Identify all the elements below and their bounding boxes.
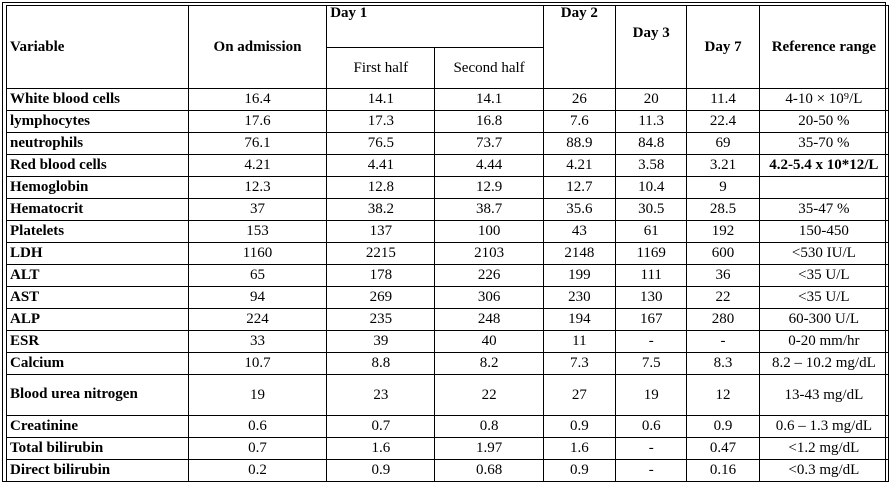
on-admission-value: 33	[188, 331, 326, 353]
day-7-value: 0.47	[687, 438, 759, 460]
on-admission-value: 17.6	[188, 111, 326, 133]
day-7-value: 192	[687, 221, 759, 243]
header-reference-range: Reference range	[759, 6, 888, 89]
day-2-value: 7.3	[543, 353, 615, 375]
on-admission-value: 0.7	[188, 438, 326, 460]
day-1-second-half-value: 8.2	[435, 353, 543, 375]
on-admission-value: 65	[188, 265, 326, 287]
variable-cell: neutrophils	[7, 133, 189, 155]
day-7-value: 280	[687, 309, 759, 331]
day-3-value: 19	[616, 375, 687, 416]
variable-cell: Hemoglobin	[7, 177, 189, 199]
reference-range-value: 35-47 %	[759, 199, 888, 221]
day-1-second-half-value: 38.7	[435, 199, 543, 221]
table-row	[7, 177, 889, 199]
on-admission-value: 19	[188, 375, 326, 416]
variable-cell: AST	[7, 287, 189, 309]
day-2-value: 1.6	[543, 438, 615, 460]
day-7-value: 3.21	[687, 155, 759, 177]
variable-cell: White blood cells	[7, 89, 189, 111]
table-row	[7, 133, 889, 155]
day-1-second-half-value: 14.1	[435, 89, 543, 111]
on-admission-value: 76.1	[188, 133, 326, 155]
table-row	[7, 460, 889, 482]
day-1-second-half-value: 16.8	[435, 111, 543, 133]
on-admission-value: 37	[188, 199, 326, 221]
variable-cell: Hematocrit	[7, 199, 189, 221]
header-variable: Variable	[7, 6, 189, 89]
day-1-second-half-value: 1.97	[435, 438, 543, 460]
day-3-value: 10.4	[616, 177, 687, 199]
table-row	[7, 111, 889, 133]
on-admission-value: 16.4	[188, 89, 326, 111]
day-7-value: 28.5	[687, 199, 759, 221]
table-row	[7, 243, 889, 265]
day-2-value: 7.6	[543, 111, 615, 133]
table-row	[7, 416, 889, 438]
table-row	[7, 331, 889, 353]
day-3-value: -	[616, 438, 687, 460]
table-row	[7, 309, 889, 331]
reference-range-value: 13-43 mg/dL	[759, 375, 888, 416]
header-day-1-second-half: Second half	[435, 48, 543, 89]
day-3-value: 130	[616, 287, 687, 309]
variable-cell: ESR	[7, 331, 189, 353]
day-7-value: 8.3	[687, 353, 759, 375]
header-day-7: Day 7	[687, 6, 759, 89]
reference-range-value: <35 U/L	[759, 287, 888, 309]
header-day-2: Day 2	[543, 6, 615, 89]
day-7-value: 36	[687, 265, 759, 287]
variable-cell: ALP	[7, 309, 189, 331]
reference-range-value	[759, 177, 888, 199]
day-3-value: 11.3	[616, 111, 687, 133]
day-1-first-half-value: 39	[327, 331, 435, 353]
variable-cell: Creatinine	[7, 416, 189, 438]
reference-range-value: 60-300 U/L	[759, 309, 888, 331]
reference-range-value: 150-450	[759, 221, 888, 243]
header-day-1: Day 1	[327, 6, 543, 48]
day-7-value: 600	[687, 243, 759, 265]
day-3-value: 30.5	[616, 199, 687, 221]
day-7-value: 9	[687, 177, 759, 199]
table-row	[7, 375, 889, 416]
variable-cell: ALT	[7, 265, 189, 287]
on-admission-value: 224	[188, 309, 326, 331]
day-1-second-half-value: 4.44	[435, 155, 543, 177]
table-row	[7, 199, 889, 221]
on-admission-value: 0.2	[188, 460, 326, 482]
table-row	[7, 221, 889, 243]
day-3-value: 61	[616, 221, 687, 243]
day-1-first-half-value: 269	[327, 287, 435, 309]
day-7-value: 22	[687, 287, 759, 309]
table-row	[7, 89, 889, 111]
day-7-value: 69	[687, 133, 759, 155]
day-2-value: 194	[543, 309, 615, 331]
day-1-first-half-value: 12.8	[327, 177, 435, 199]
day-1-first-half-value: 235	[327, 309, 435, 331]
day-1-first-half-value: 76.5	[327, 133, 435, 155]
table-row	[7, 353, 889, 375]
reference-range-value: 35-70 %	[759, 133, 888, 155]
lab-results-table	[6, 5, 889, 482]
day-1-first-half-value: 8.8	[327, 353, 435, 375]
day-7-value: 0.9	[687, 416, 759, 438]
day-3-value: 84.8	[616, 133, 687, 155]
day-2-value: 4.21	[543, 155, 615, 177]
variable-cell: Blood urea nitrogen	[7, 375, 189, 416]
day-7-value: 12	[687, 375, 759, 416]
variable-cell: Direct bilirubin	[7, 460, 189, 482]
day-1-first-half-value: 178	[327, 265, 435, 287]
day-3-value: 3.58	[616, 155, 687, 177]
reference-range-value: 0-20 mm/hr	[759, 331, 888, 353]
day-7-value: -	[687, 331, 759, 353]
reference-range-value: <0.3 mg/dL	[759, 460, 888, 482]
day-1-first-half-value: 137	[327, 221, 435, 243]
day-1-first-half-value: 2215	[327, 243, 435, 265]
day-1-first-half-value: 23	[327, 375, 435, 416]
variable-cell: Platelets	[7, 221, 189, 243]
day-2-value: 11	[543, 331, 615, 353]
day-2-value: 199	[543, 265, 615, 287]
on-admission-value: 1160	[188, 243, 326, 265]
day-2-value: 2148	[543, 243, 615, 265]
day-3-value: 20	[616, 89, 687, 111]
reference-range-value: 4.2-5.4 x 10*12/L	[759, 155, 888, 177]
day-3-value: -	[616, 331, 687, 353]
variable-cell: Total bilirubin	[7, 438, 189, 460]
table-row	[7, 287, 889, 309]
day-7-value: 11.4	[687, 89, 759, 111]
day-1-first-half-value: 38.2	[327, 199, 435, 221]
day-3-value: 167	[616, 309, 687, 331]
on-admission-value: 153	[188, 221, 326, 243]
day-3-value: 1169	[616, 243, 687, 265]
variable-cell: Calcium	[7, 353, 189, 375]
table-body	[7, 89, 889, 482]
day-1-first-half-value: 0.9	[327, 460, 435, 482]
day-3-value: 0.6	[616, 416, 687, 438]
header-on-admission: On admission	[188, 6, 326, 89]
day-1-first-half-value: 4.41	[327, 155, 435, 177]
on-admission-value: 10.7	[188, 353, 326, 375]
day-1-second-half-value: 0.68	[435, 460, 543, 482]
day-2-value: 0.9	[543, 460, 615, 482]
day-2-value: 27	[543, 375, 615, 416]
day-1-first-half-value: 1.6	[327, 438, 435, 460]
reference-range-value: 0.6 – 1.3 mg/dL	[759, 416, 888, 438]
on-admission-value: 4.21	[188, 155, 326, 177]
table-row	[7, 265, 889, 287]
day-2-value: 43	[543, 221, 615, 243]
day-1-second-half-value: 248	[435, 309, 543, 331]
day-7-value: 22.4	[687, 111, 759, 133]
day-2-value: 12.7	[543, 177, 615, 199]
on-admission-value: 12.3	[188, 177, 326, 199]
reference-range-value: 4-10 × 10⁹/L	[759, 89, 888, 111]
day-1-second-half-value: 73.7	[435, 133, 543, 155]
day-7-value: 0.16	[687, 460, 759, 482]
day-2-value: 0.9	[543, 416, 615, 438]
reference-range-value: <530 IU/L	[759, 243, 888, 265]
day-3-value: 7.5	[616, 353, 687, 375]
table-row	[7, 155, 889, 177]
reference-range-value: 20-50 %	[759, 111, 888, 133]
day-1-first-half-value: 14.1	[327, 89, 435, 111]
day-1-second-half-value: 0.8	[435, 416, 543, 438]
day-3-value: 111	[616, 265, 687, 287]
variable-cell: Red blood cells	[7, 155, 189, 177]
variable-cell: LDH	[7, 243, 189, 265]
reference-range-value: <1.2 mg/dL	[759, 438, 888, 460]
day-1-second-half-value: 40	[435, 331, 543, 353]
day-2-value: 26	[543, 89, 615, 111]
on-admission-value: 94	[188, 287, 326, 309]
day-1-second-half-value: 2103	[435, 243, 543, 265]
day-2-value: 35.6	[543, 199, 615, 221]
day-1-first-half-value: 17.3	[327, 111, 435, 133]
header-day-1-first-half: First half	[327, 48, 435, 89]
reference-range-value: 8.2 – 10.2 mg/dL	[759, 353, 888, 375]
day-1-second-half-value: 22	[435, 375, 543, 416]
day-2-value: 88.9	[543, 133, 615, 155]
day-1-second-half-value: 12.9	[435, 177, 543, 199]
day-1-second-half-value: 226	[435, 265, 543, 287]
day-1-second-half-value: 306	[435, 287, 543, 309]
day-2-value: 230	[543, 287, 615, 309]
day-1-second-half-value: 100	[435, 221, 543, 243]
on-admission-value: 0.6	[188, 416, 326, 438]
variable-cell: lymphocytes	[7, 111, 189, 133]
reference-range-value: <35 U/L	[759, 265, 888, 287]
day-1-first-half-value: 0.7	[327, 416, 435, 438]
table-row	[7, 438, 889, 460]
day-3-value: -	[616, 460, 687, 482]
header-day-3: Day 3	[616, 6, 687, 89]
